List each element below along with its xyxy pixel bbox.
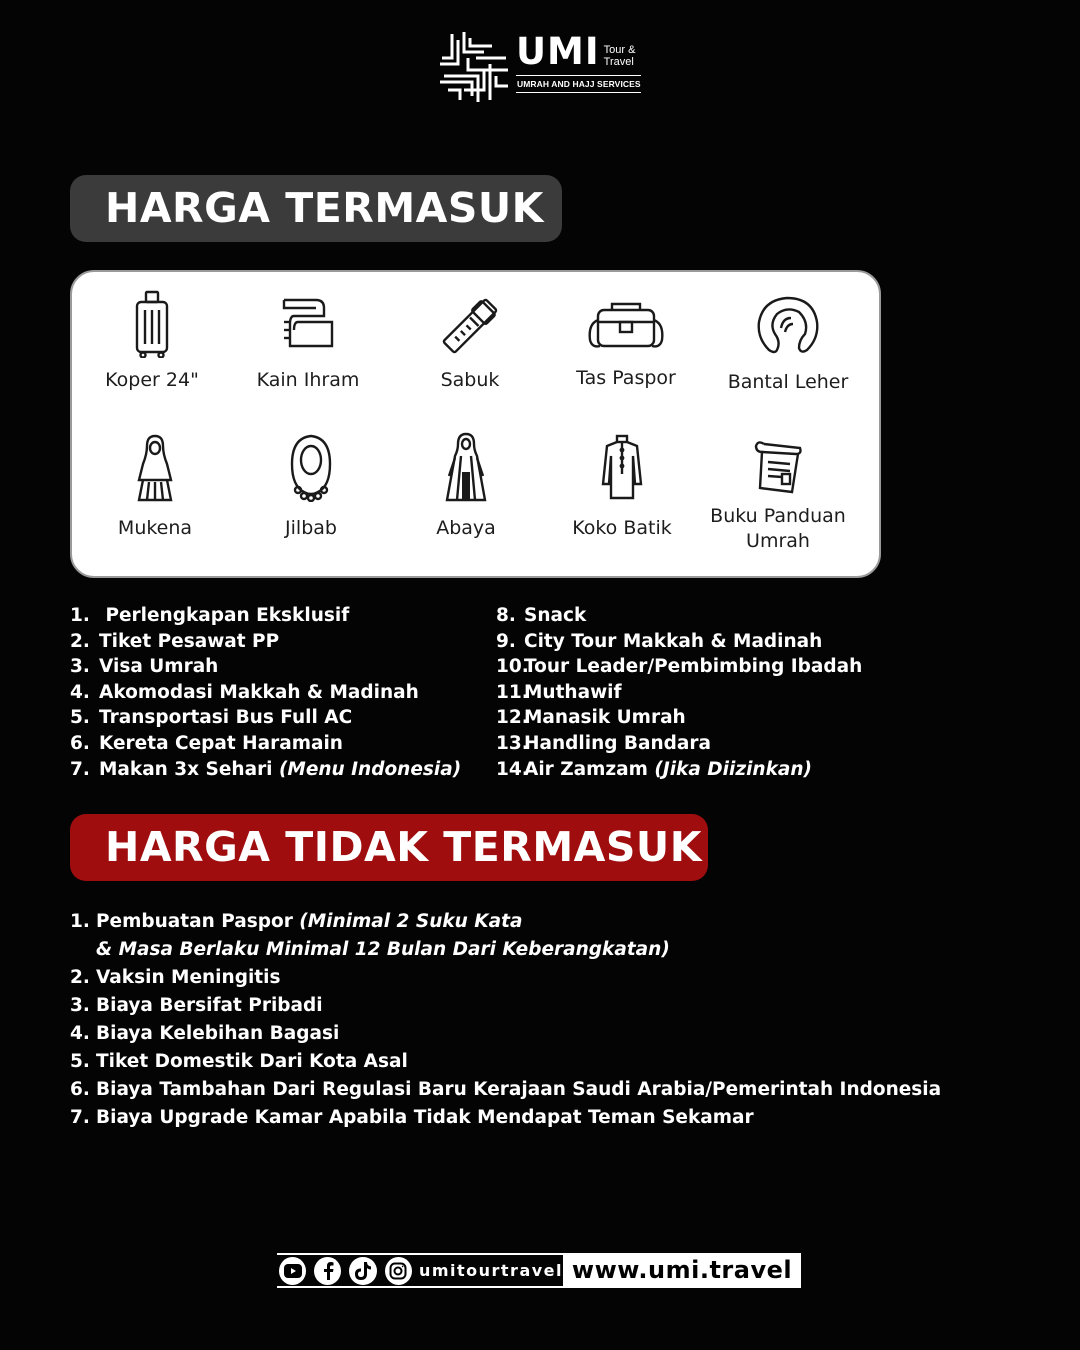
list-item-text: Kereta Cepat Haramain <box>99 732 343 754</box>
tiktok-icon[interactable] <box>349 1257 376 1285</box>
brand-name: UMI <box>516 30 600 73</box>
item-guide-book <box>698 438 858 554</box>
brand-sub-top: Tour & <box>603 44 636 56</box>
list-item-text: City Tour Makkah & Madinah <box>524 630 823 652</box>
brand-sub-bottom: Travel <box>603 56 634 68</box>
abaya-icon <box>443 432 489 502</box>
list-item <box>70 992 941 1020</box>
item-label: Bantal Leher <box>727 371 849 393</box>
list-item <box>496 629 862 655</box>
ihram-cloth-icon <box>280 296 336 352</box>
list-item <box>70 964 941 992</box>
social-links <box>277 1253 563 1288</box>
list-item-text: Biaya Kelebihan Bagasi <box>96 1023 340 1044</box>
item-suitcase <box>72 290 232 393</box>
list-item <box>70 680 461 706</box>
youtube-icon[interactable] <box>279 1257 306 1285</box>
list-item-number: 7. <box>70 1107 90 1128</box>
item-mukena <box>75 434 235 541</box>
item-ihram <box>228 296 388 393</box>
list-item-text: Biaya Tambahan Dari Regulasi Baru Kerajaan Saudi Arabia/Pemerintah Indonesia <box>96 1079 942 1100</box>
list-item-text: Muthawif <box>524 681 622 703</box>
list-item-number: 8. <box>496 605 516 626</box>
list-item-number: 5. <box>70 707 90 729</box>
list-item-text: Vaksin Meningitis <box>96 967 281 988</box>
list-item <box>496 705 862 731</box>
list-item-continuation <box>70 936 941 964</box>
list-item-number: 12. <box>496 707 529 729</box>
item-label: Sabuk <box>440 369 500 391</box>
list-item <box>496 603 862 629</box>
list-item <box>70 603 461 629</box>
list-item-text: Biaya Upgrade Kamar Apabila Tidak Mendapat Teman Sekamar <box>96 1107 754 1128</box>
item-label: Tas Paspor <box>576 367 676 389</box>
list-item-number: 2. <box>70 967 90 988</box>
item-label: Jilbab <box>285 517 337 539</box>
included-items-card <box>70 270 881 578</box>
list-item <box>496 757 862 783</box>
item-neck-pillow <box>708 294 868 395</box>
item-label: Mukena <box>117 517 193 539</box>
item-koko-shirt <box>542 434 702 541</box>
list-item-note: (Jika Diizinkan) <box>654 758 813 780</box>
list-item-number: 4. <box>70 681 90 703</box>
excluded-list <box>70 908 941 1132</box>
list-item <box>70 1104 941 1132</box>
list-item-number: 2. <box>70 630 90 652</box>
list-item-number: 7. <box>70 758 90 780</box>
footer-bar <box>277 1253 801 1288</box>
facebook-icon[interactable] <box>314 1257 341 1285</box>
list-item-text: Tiket Domestik Dari Kota Asal <box>96 1051 408 1072</box>
belt-icon <box>438 294 502 358</box>
included-list-right <box>496 603 862 782</box>
list-item-text: Manasik Umrah <box>524 707 686 729</box>
list-item-number: 14. <box>496 758 529 780</box>
list-item-note: (Minimal 2 Suku Kata <box>299 911 523 932</box>
list-item-note: (Menu Indonesia) <box>278 758 462 780</box>
list-item <box>70 654 461 680</box>
list-item <box>70 731 461 757</box>
item-label: Abaya <box>436 517 496 539</box>
list-item-text: Pembuatan Paspor <box>96 911 300 932</box>
list-item-number: 13. <box>496 732 529 754</box>
list-item-number: 6. <box>70 732 90 754</box>
list-item-number: 5. <box>70 1051 90 1072</box>
list-item-text: Tiket Pesawat PP <box>99 630 280 652</box>
list-item <box>70 1048 941 1076</box>
logo-mark-icon <box>438 30 510 104</box>
list-item <box>496 731 862 757</box>
hijab-icon <box>288 434 334 502</box>
list-item-text: Tour Leader/Pembimbing Ibadah <box>524 656 863 678</box>
item-hijab <box>231 434 391 541</box>
list-item <box>70 705 461 731</box>
social-handle[interactable]: umitourtravel <box>418 1261 564 1280</box>
list-item <box>70 908 941 936</box>
item-passport-bag <box>546 300 706 391</box>
guide-book-icon <box>752 438 804 494</box>
list-item-number: 4. <box>70 1023 90 1044</box>
list-item-text: Snack <box>524 605 587 626</box>
list-item-number: 1. <box>70 911 90 932</box>
list-item-number: 9. <box>496 630 516 652</box>
list-item-text: Akomodasi Makkah & Madinah <box>99 681 419 703</box>
website-link[interactable]: www.umi.travel <box>563 1253 801 1288</box>
list-item-number: 11. <box>496 681 529 703</box>
list-item <box>496 654 862 680</box>
passport-bag-icon <box>586 300 666 354</box>
list-item-number: 6. <box>70 1079 90 1100</box>
included-title: HARGA TERMASUK <box>70 175 562 242</box>
brand-logo <box>438 30 648 104</box>
list-item-text: Makan 3x Sehari <box>99 758 279 780</box>
item-label: Koper 24" <box>105 369 199 391</box>
item-abaya <box>386 432 546 541</box>
list-item-number: 3. <box>70 656 90 678</box>
list-item-text: Perlengkapan Eksklusif <box>99 605 350 626</box>
list-item <box>70 1020 941 1048</box>
list-item-number: 10. <box>496 656 529 678</box>
item-label: Buku Panduan Umrah <box>710 505 846 552</box>
list-item <box>70 629 461 655</box>
item-label: Koko Batik <box>572 517 672 539</box>
list-item-note: & Masa Berlaku Minimal 12 Bulan Dari Keberangkatan) <box>96 939 670 960</box>
item-belt <box>390 294 550 393</box>
excluded-title: HARGA TIDAK TERMASUK <box>70 814 708 881</box>
brand-tagline: UMRAH AND HAJJ SERVICES <box>516 75 641 93</box>
list-item-text: Visa Umrah <box>99 656 219 678</box>
list-item-text: Biaya Bersifat Pribadi <box>96 995 323 1016</box>
list-item <box>70 757 461 783</box>
list-item-text: Handling Bandara <box>524 732 712 754</box>
suitcase-icon <box>134 290 170 358</box>
list-item <box>496 680 862 706</box>
koko-shirt-icon <box>599 434 645 500</box>
list-item-number: 1. <box>70 605 90 626</box>
item-label: Kain Ihram <box>256 369 360 391</box>
list-item-number: 3. <box>70 995 90 1016</box>
list-item <box>70 1076 941 1104</box>
neck-pillow-icon <box>755 294 821 356</box>
list-item-text: Air Zamzam <box>524 758 655 780</box>
list-item-text: Transportasi Bus Full AC <box>99 707 353 729</box>
instagram-icon[interactable] <box>385 1257 412 1285</box>
included-list-left <box>70 603 461 782</box>
mukena-icon <box>135 434 175 502</box>
